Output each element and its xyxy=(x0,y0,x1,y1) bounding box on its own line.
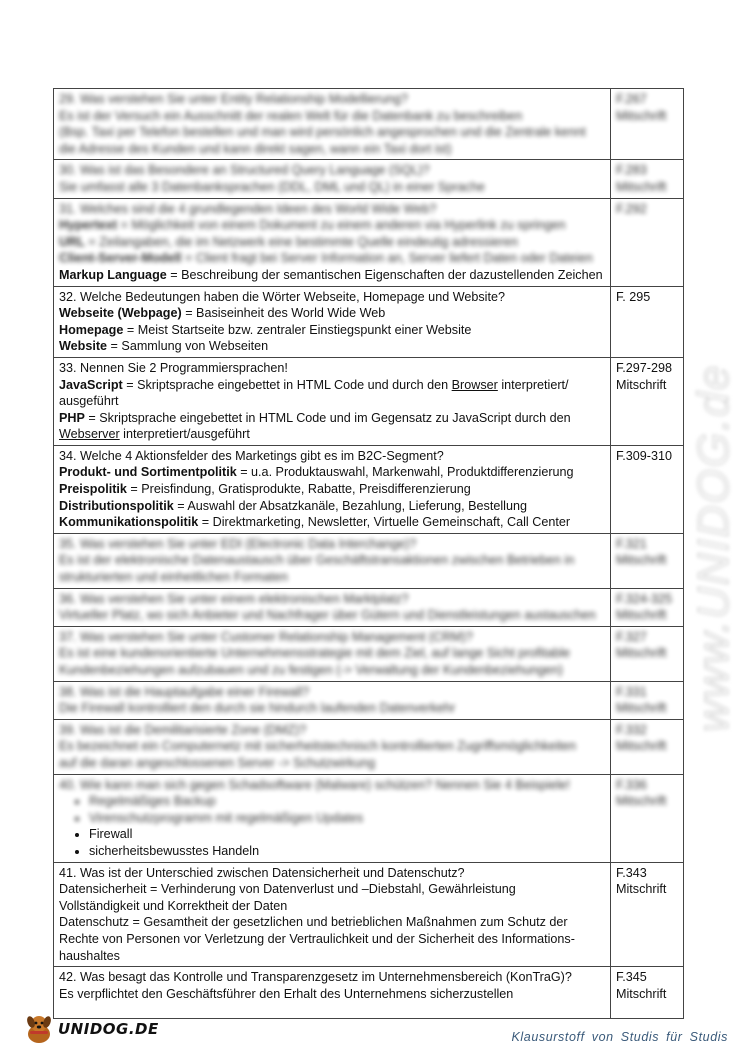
table-row xyxy=(54,89,684,160)
answer-line xyxy=(59,267,605,284)
answer-term: Client-Server-Modell xyxy=(59,251,182,266)
question-text: 36. Was verstehen Sie unter einem elektronischen Marktplatz? xyxy=(59,591,409,606)
table-row xyxy=(54,719,684,774)
answer-desc: = Sammlung von Webseiten xyxy=(107,339,269,354)
reference-note: Mitschrift xyxy=(616,986,667,1001)
question-cell xyxy=(54,681,611,719)
answer-desc: = Möglichkeit von einem Dokument zu einem anderen via Hyperlink zu springen xyxy=(117,218,566,233)
bullet-list xyxy=(59,793,605,826)
table-row xyxy=(54,198,684,286)
answer-line: Es ist der elektronische Datenaustausch über Geschäftstransaktionen zwischen Betrieben in xyxy=(59,553,575,568)
question-text: 29. Was verstehen Sie unter Entity Relationship Modellierung? xyxy=(59,92,408,106)
list-item: • Firewall xyxy=(89,826,605,843)
question-text: 38. Was ist die Hauptaufgabe einer Firewall? xyxy=(59,684,310,699)
reference-page: F. 295 xyxy=(616,289,651,304)
reference-cell xyxy=(611,774,684,862)
answer-term: Website xyxy=(59,339,108,354)
answer-term: Preispolitik xyxy=(59,482,127,497)
reference-page: F.336 xyxy=(616,777,647,792)
reference-cell xyxy=(611,160,684,198)
question-text: 30. Was ist das Besondere an Structured Query Language (SQL)? xyxy=(59,163,430,178)
question-cell xyxy=(54,967,611,1019)
table-row xyxy=(54,588,684,626)
answer-term: Produkt- und Sortimentpolitik xyxy=(59,465,237,480)
reference-note: Mitschrift xyxy=(616,179,667,194)
reference-page: F.309-310 xyxy=(616,448,673,463)
answer-line: Datensicherheit = Verhinderung von Datenverlust und –Diebstahl, Gewährleistung xyxy=(59,882,516,897)
answer-line: auf die daran angeschlossenen Server -> Schutzwirkung xyxy=(59,755,376,770)
answer-line: Datenschutz = Gesamtheit der gesetzlichen und betrieblichen Maßnahmen zum Schutz der xyxy=(59,915,568,930)
reference-note: Mitschrift xyxy=(616,553,667,568)
reference-note: Mitschrift xyxy=(616,701,667,716)
answer-line: Rechte von Personen vor Verletzung der Vertraulichkeit und der Sicherheit des Informations- xyxy=(59,931,575,946)
question-cell xyxy=(54,357,611,445)
question-text: 34. Welche 4 Aktionsfelder des Marketings gibt es im B2C-Segment? xyxy=(59,448,444,463)
reference-cell xyxy=(611,967,684,1019)
answer-line: Es verpflichtet den Geschäftsführer den Erhalt des Unternehmens sicherzustellen xyxy=(59,986,514,1001)
footer-logo xyxy=(22,1012,159,1046)
answer-line xyxy=(59,426,605,443)
question-cell xyxy=(54,89,611,160)
answer-line: Es bezeichnet ein Computernetz mit sicherheitstechnisch kontrollierten Zugriffsmöglichkeiten xyxy=(59,739,577,754)
answer-term: Kommunikationspolitik xyxy=(59,515,199,530)
answer-line: Kundenbeziehungen aufzubauen und zu festigen (-> Verwaltung der Kundenbeziehungen) xyxy=(59,663,563,677)
reference-page: F.331 xyxy=(616,684,647,699)
table-row xyxy=(54,774,684,862)
table-row xyxy=(54,967,684,1019)
question-cell xyxy=(54,774,611,862)
question-cell xyxy=(54,160,611,198)
answer-line: Es ist eine kundenorientierte Unternehmensstrategie mit dem Ziel, auf lange Sicht profitable xyxy=(59,646,571,661)
underlined-term: Browser xyxy=(451,377,498,392)
answer-desc: = Client fragt bei Server Information an, Server liefert Daten oder Dateien xyxy=(181,251,593,266)
question-text: 41. Was ist der Unterschied zwischen Datensicherheit und Datenschutz? xyxy=(59,865,465,880)
watermark-text: www.UNIDOG.de xyxy=(689,363,738,732)
footer-brand: UNIDOG.DE xyxy=(58,1020,159,1038)
answer-desc: interpretiert/ausgeführt xyxy=(119,427,250,442)
answer-term: Webseite (Webpage) xyxy=(59,306,182,321)
answer-term: Markup Language xyxy=(59,267,167,282)
reference-note: Mitschrift xyxy=(616,108,667,123)
list-item: • sicherheitsbewusstes Handeln xyxy=(89,843,605,860)
answer-line xyxy=(59,322,605,339)
reference-cell xyxy=(611,862,684,967)
blurred-region xyxy=(616,777,678,810)
dog-mascot-icon xyxy=(22,1012,56,1046)
answer-line: strukturierten und einheitlichen Formaten xyxy=(59,570,288,585)
answer-line xyxy=(59,481,605,498)
answer-line: Vollständigkeit und Korrektheit der Daten xyxy=(59,898,288,913)
table-row xyxy=(54,445,684,533)
question-cell xyxy=(54,626,611,681)
answer-desc: = Preisfindung, Gratisprodukte, Rabatte, Preisdifferenzierung xyxy=(126,482,471,497)
question-text: 40. Wie kann man sich gegen Schadsoftware (Malware) schützen? Nennen Sie 4 Beispiele! xyxy=(59,777,571,792)
answer-line xyxy=(59,464,605,481)
question-cell xyxy=(54,445,611,533)
answer-desc: = Meist Startseite bzw. zentraler Einstiegspunkt einer Website xyxy=(123,322,472,337)
answer-desc: = Auswahl der Absatzkanäle, Bezahlung, Lieferung, Bestellung xyxy=(173,498,527,513)
blurred-region xyxy=(59,201,605,267)
table-row xyxy=(54,862,684,967)
list-item: • Regelmäßiges Backup xyxy=(89,793,605,810)
question-text: 39. Was ist die Demilitarisierte Zone (DMZ)? xyxy=(59,722,307,737)
answer-term: JavaScript xyxy=(59,377,123,392)
reference-note: Mitschrift xyxy=(616,739,667,754)
reference-page: F.332 xyxy=(616,722,647,737)
question-text: 31. Welches sind die 4 grundlegenden Ideen des World Wide Web? xyxy=(59,201,437,216)
answer-line: Es ist der Versuch ein Ausschnitt der realen Welt für die Datenbank zu beschreiben xyxy=(59,108,523,123)
answer-term: Homepage xyxy=(59,322,124,337)
answer-term: URL xyxy=(59,234,85,249)
reference-note: Mitschrift xyxy=(616,608,667,623)
answer-line xyxy=(59,250,605,267)
footer-tagline: Klausurstoff von Studis für Studis xyxy=(511,1030,728,1044)
answer-line xyxy=(59,217,605,234)
question-cell xyxy=(54,719,611,774)
question-cell xyxy=(54,286,611,357)
watermark xyxy=(646,270,750,740)
reference-page: F.267 xyxy=(616,92,647,106)
question-text: 33. Nennen Sie 2 Programmiersprachen! xyxy=(59,360,288,375)
list-item: • Virenschutzprogramm mit regelmäßigen Updates xyxy=(89,810,605,827)
question-cell xyxy=(54,533,611,588)
question-cell xyxy=(54,198,611,286)
answer-desc: = Direktmarketing, Newsletter, Virtuelle Gemeinschaft, Call Center xyxy=(198,515,571,530)
answer-desc: = u.a. Produktauswahl, Markenwahl, Produktdifferenzierung xyxy=(236,465,574,480)
answer-term: Hypertext xyxy=(59,218,118,233)
answer-desc: = Skriptsprache eingebettet in HTML Code und durch den xyxy=(122,377,452,392)
table-row xyxy=(54,533,684,588)
reference-page: F.345 xyxy=(616,970,647,985)
reference-page: F.343 xyxy=(616,865,647,880)
answer-desc: = Skriptsprache eingebettet in HTML Code und im Gegensatz zu JavaScript durch den xyxy=(84,410,571,425)
qa-table xyxy=(53,88,684,1019)
answer-line: die Adresse des Kunden und kann direkt sagen, wann ein Taxi dort ist) xyxy=(59,141,452,156)
question-text: 32. Welche Bedeutungen haben die Wörter Webseite, Homepage und Website? xyxy=(59,289,505,304)
answer-line xyxy=(59,305,605,322)
answer-line xyxy=(59,410,605,427)
question-text: 37. Was verstehen Sie unter Customer Relationship Management (CRM)? xyxy=(59,629,473,644)
bullet-list xyxy=(59,826,605,859)
answer-line: Sie umfasst alle 3 Datenbanksprachen (DDL, DML und QL) in einer Sprache xyxy=(59,179,485,194)
answer-line xyxy=(59,514,605,531)
table-row xyxy=(54,626,684,681)
question-cell xyxy=(54,588,611,626)
answer-line xyxy=(59,338,605,355)
reference-page: F.297-298 xyxy=(616,360,673,375)
table-row xyxy=(54,286,684,357)
answer-line: haushaltes xyxy=(59,948,120,963)
reference-note: Mitschrift xyxy=(616,377,667,392)
answer-line: Die Firewall kontrolliert den durch sie hindurch laufenden Datenverkehr xyxy=(59,701,456,716)
reference-note: Mitschrift xyxy=(616,882,667,897)
answer-desc: interpretiert/ xyxy=(497,377,569,392)
table-row xyxy=(54,357,684,445)
answer-line: Virtueller Platz, wo sich Anbieter und Nachfrager über Gütern und Dienstleistungen austauschen xyxy=(59,608,596,623)
reference-page: F.327 xyxy=(616,629,647,644)
table-row xyxy=(54,681,684,719)
watermark-text-graphic xyxy=(646,270,750,740)
answer-line: ausgeführt xyxy=(59,394,119,409)
answer-term: Distributionspolitik xyxy=(59,498,174,513)
answer-desc: = Basiseinheit des World Wide Web xyxy=(181,306,386,321)
answer-line xyxy=(59,234,605,251)
question-cell xyxy=(54,862,611,967)
question-text: 42. Was besagt das Kontrolle und Transparenzgesetz im Unternehmensbereich (KonTraG)? xyxy=(59,970,572,985)
reference-page: F.292 xyxy=(616,201,647,216)
answer-line xyxy=(59,377,605,394)
reference-page: F.324-325 xyxy=(616,591,673,606)
answer-line: (Bsp. Taxi per Telefon bestellen und man wird persönlich angesprochen und die Zentrale kennt xyxy=(59,125,586,140)
answer-line xyxy=(59,498,605,515)
answer-term: PHP xyxy=(59,410,85,425)
answer-desc: = Zeilangaben, die im Netzwerk eine bestimmte Quelle eindeutig adressieren xyxy=(84,234,518,249)
reference-cell xyxy=(611,89,684,160)
blurred-region xyxy=(59,777,605,827)
reference-note: Mitschrift xyxy=(616,794,667,809)
underlined-term: Webserver xyxy=(59,427,120,442)
question-text: 35. Was verstehen Sie unter EDI (Electronic Data Interchange)? xyxy=(59,536,417,551)
table-row xyxy=(54,160,684,198)
reference-page: F.283 xyxy=(616,163,647,178)
answer-desc: = Beschreibung der semantischen Eigenschaften der dazustellenden Zeichen xyxy=(166,267,603,282)
reference-page: F.321 xyxy=(616,536,647,551)
reference-note: Mitschrift xyxy=(616,646,667,661)
